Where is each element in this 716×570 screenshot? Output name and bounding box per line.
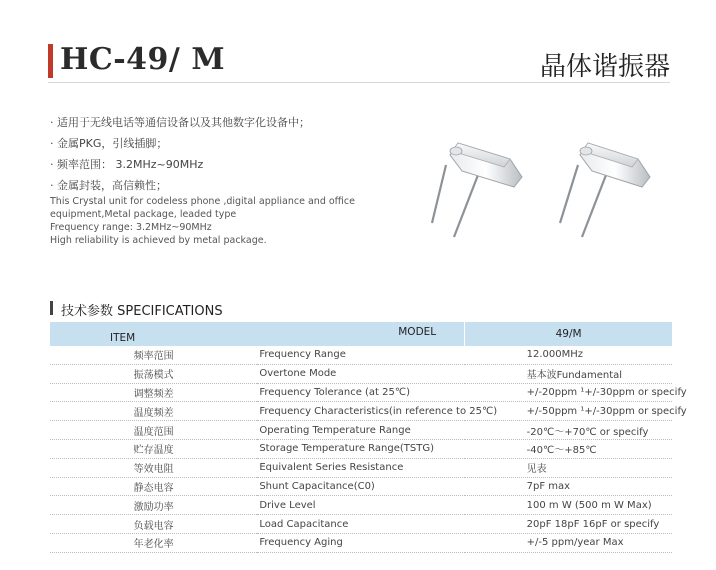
title-divider xyxy=(48,82,670,83)
spec-value: 见表 xyxy=(465,458,672,477)
spec-cn-label: 频率范围 xyxy=(50,346,257,364)
spec-cn-label: 年老化率 xyxy=(50,533,257,552)
spec-cn-label: 温度范围 xyxy=(50,421,257,440)
spec-value: 20pF 18pF 16pF or specify xyxy=(465,515,672,534)
spec-cn-label: 等效电阻 xyxy=(50,458,257,477)
spec-en-label: Frequency Tolerance (at 25℃) xyxy=(257,383,464,402)
table-row xyxy=(50,346,672,364)
spec-value: +/-20ppm ¹+/-30ppm or specify xyxy=(465,383,672,402)
page-title: HC-49/ M xyxy=(60,42,226,77)
feature-item: · 频率范围： 3.2MHz~90MHz xyxy=(50,158,204,171)
table-row xyxy=(50,496,672,515)
title-accent-bar xyxy=(48,44,53,78)
spec-value: 100 m W (500 m W Max) xyxy=(465,496,672,515)
spec-value: 基本波Fundamental xyxy=(465,364,672,383)
feature-item: · 适用于无线电话等通信设备以及其他数字化设备中； xyxy=(50,116,310,129)
spec-en-label: Frequency Characteristics(in reference to 25℃) xyxy=(257,402,464,421)
spec-value: -40℃～+85℃ xyxy=(465,439,672,458)
spec-en-label: Frequency Aging xyxy=(257,533,464,552)
crystal-product-image xyxy=(410,125,680,245)
product-category-title: 晶体谐振器 xyxy=(539,52,670,82)
spec-cn-label: 温度频差 xyxy=(50,402,257,421)
spec-en-label: Shunt Capacitance(C0) xyxy=(257,477,464,496)
spec-en-label: Load Capacitance xyxy=(257,515,464,534)
spec-en-label: Frequency Range xyxy=(257,346,464,364)
spec-cn-label: 激励功率 xyxy=(50,496,257,515)
spec-en-label: Equivalent Series Resistance xyxy=(257,458,464,477)
specifications-table xyxy=(50,322,687,553)
feature-item: · 金属封装，高信赖性； xyxy=(50,179,167,192)
table-row xyxy=(50,402,672,421)
spec-en-label: Storage Temperature Range(TSTG) xyxy=(257,439,464,458)
model-header-label: MODEL xyxy=(398,326,437,338)
english-description xyxy=(50,195,380,247)
spec-cn-label: 负载电容 xyxy=(50,515,257,534)
spec-value: +/-50ppm ¹+/-30ppm or specify xyxy=(465,402,672,421)
section-accent-bar xyxy=(50,301,53,315)
table-row xyxy=(50,477,672,496)
feature-item: · 金属PKG，引线插脚； xyxy=(50,137,168,150)
spec-value: 7pF max xyxy=(465,477,672,496)
spec-en-label: Overtone Mode xyxy=(257,364,464,383)
item-model-header xyxy=(50,322,465,346)
description-line: Frequency range: 3.2MHz~90MHz xyxy=(50,222,212,233)
description-line: This Crystal unit for codeless phone ,digital appliance and office xyxy=(50,196,355,207)
description-line: High reliability is achieved by metal package. xyxy=(50,235,267,246)
spec-cn-label: 贮存温度 xyxy=(50,439,257,458)
spec-en-label: Operating Temperature Range xyxy=(257,421,464,440)
crystal-unit-right xyxy=(560,143,650,237)
spec-en-label: Drive Level xyxy=(257,496,464,515)
spec-value: +/-5 ppm/year Max xyxy=(465,533,672,552)
feature-list xyxy=(50,112,310,196)
table-row xyxy=(50,383,672,402)
spec-value: 12.000MHz xyxy=(465,346,672,364)
table-row xyxy=(50,439,672,458)
spec-cn-label: 振荡模式 xyxy=(50,364,257,383)
section-title: 技术参数 SPECIFICATIONS xyxy=(61,304,223,319)
item-header-label: ITEM xyxy=(110,332,136,344)
table-row xyxy=(50,421,672,440)
spec-value: -20℃～+70℃ or specify xyxy=(465,421,672,440)
value-header: 49/M xyxy=(465,322,672,346)
spec-cn-label: 静态电容 xyxy=(50,477,257,496)
spec-cn-label: 调整频差 xyxy=(50,383,257,402)
table-row xyxy=(50,458,672,477)
crystal-unit-left xyxy=(432,143,522,237)
table-row xyxy=(50,533,672,552)
description-line: equipment,Metal package, leaded type xyxy=(50,209,237,220)
table-row xyxy=(50,364,672,383)
table-row xyxy=(50,515,672,534)
table-header-row xyxy=(50,322,672,346)
